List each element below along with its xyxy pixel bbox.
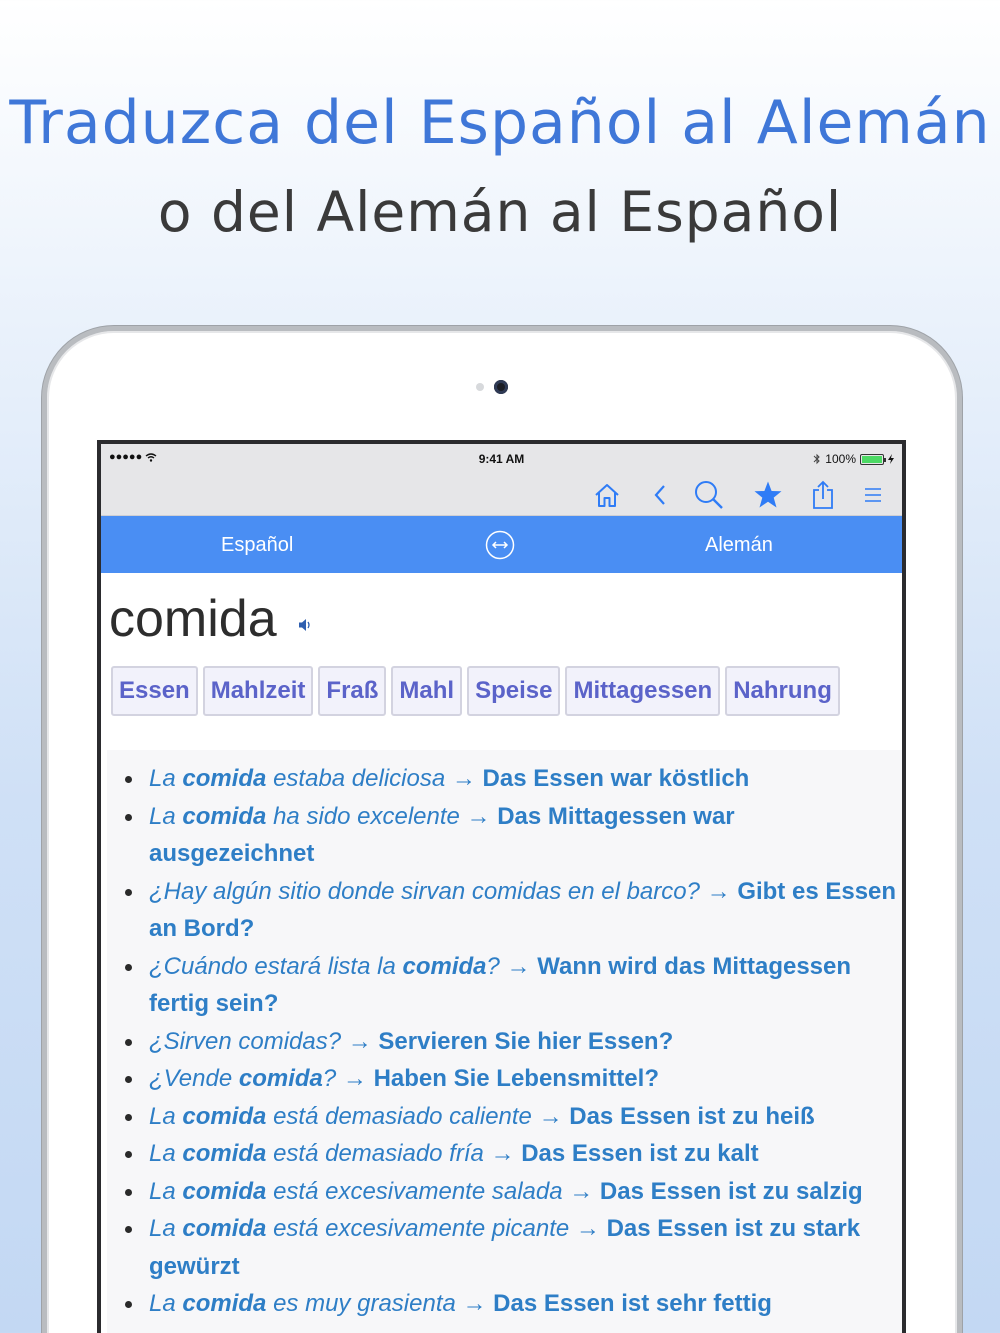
spanish-sentence: La comida está excesivamente picante	[149, 1215, 570, 1242]
bluetooth-icon	[813, 453, 821, 465]
swap-arrows-icon	[485, 530, 515, 560]
menu-icon	[863, 487, 883, 503]
example-item[interactable]	[107, 948, 903, 1023]
swap-languages-button[interactable]	[485, 530, 515, 560]
home-button[interactable]	[589, 478, 625, 512]
favorites-star-icon	[753, 480, 783, 510]
status-bar	[101, 444, 902, 474]
toolbar	[101, 474, 902, 516]
headword: comida	[109, 590, 277, 648]
back-icon	[653, 484, 667, 506]
german-translation: Das Essen ist zu stark gewürzt	[149, 1215, 861, 1280]
arrow: →	[336, 1065, 374, 1092]
spanish-sentence: La comida es muy grasienta	[149, 1290, 456, 1317]
language-bar	[101, 516, 902, 573]
example-item[interactable]	[107, 1060, 903, 1098]
promo-subheadline: o del Alemán al Español	[157, 180, 843, 244]
spanish-sentence: ¿Vende comida?	[149, 1065, 337, 1092]
translation-chip[interactable]: Mahl	[391, 666, 462, 716]
translation-chip[interactable]: Essen	[111, 666, 198, 716]
example-item[interactable]	[107, 760, 903, 798]
status-right	[813, 452, 894, 466]
example-item[interactable]	[107, 1023, 903, 1061]
front-camera	[494, 380, 508, 394]
german-translation: Das Essen ist zu kalt	[521, 1140, 759, 1167]
arrow: →	[459, 802, 498, 830]
translation-chip[interactable]: Fraß	[318, 666, 386, 716]
spanish-sentence: ¿Cuándo estará lista la comida?	[149, 952, 500, 980]
headword-row	[101, 573, 902, 669]
back-button[interactable]	[642, 478, 678, 512]
spanish-sentence: La comida estaba deliciosa	[149, 765, 446, 792]
favorites-button[interactable]	[750, 478, 786, 512]
front-sensor	[476, 383, 484, 391]
translation-chip[interactable]: Mahlzeit	[203, 666, 314, 716]
charging-icon	[888, 454, 894, 464]
promo-headline: Traduzca del Español al Alemán	[9, 88, 991, 158]
german-translation: Wann wird das Mittagessen fertig sein?	[149, 952, 852, 1017]
spanish-sentence: La comida está excesivamente salada	[149, 1177, 563, 1205]
arrow: →	[569, 1215, 607, 1242]
app-screen	[97, 440, 906, 1333]
share-icon	[811, 480, 835, 510]
translation-chip[interactable]: Mittagessen	[565, 666, 720, 716]
example-item[interactable]	[107, 873, 903, 948]
german-translation: Haben Sie Lebensmittel?	[373, 1065, 659, 1092]
german-translation: Das Essen ist zu heiß	[569, 1102, 815, 1130]
home-icon	[593, 482, 621, 508]
arrow: →	[455, 1290, 494, 1317]
battery-percent: 100%	[825, 452, 856, 466]
spanish-sentence: ¿Sirven comidas?	[149, 1027, 342, 1055]
german-translation: Gibt es Essen an Bord?	[149, 877, 897, 942]
target-language-button[interactable]: Alemán	[705, 534, 773, 556]
example-item[interactable]	[107, 1135, 903, 1173]
arrow: →	[499, 952, 538, 980]
example-item[interactable]	[107, 798, 903, 873]
spanish-sentence: La comida está demasiado caliente	[149, 1102, 532, 1130]
translation-chip[interactable]: Speise	[467, 666, 560, 716]
example-sentences	[107, 750, 903, 1333]
arrow: →	[562, 1177, 600, 1205]
speaker-icon	[297, 617, 313, 633]
translation-chips	[111, 666, 840, 716]
arrow: →	[699, 877, 738, 905]
arrow: →	[341, 1027, 379, 1055]
spanish-sentence: ¿Hay algún sitio donde sirvan comidas en el barco?	[149, 877, 700, 905]
example-list	[107, 750, 903, 1323]
arrow: →	[445, 765, 483, 792]
spanish-sentence: La comida ha sido excelente	[149, 802, 460, 830]
battery-icon	[860, 454, 884, 465]
german-translation: Servieren Sie hier Essen?	[378, 1027, 674, 1055]
search-icon	[694, 480, 724, 510]
share-button[interactable]	[805, 478, 841, 512]
menu-button[interactable]	[855, 478, 891, 512]
search-button[interactable]	[691, 478, 727, 512]
arrow: →	[531, 1102, 570, 1130]
pronunciation-button[interactable]	[297, 617, 313, 638]
example-item[interactable]	[107, 1285, 903, 1323]
arrow: →	[483, 1140, 522, 1167]
signal-dots: ●●●●●	[109, 451, 143, 463]
german-translation: Das Essen ist zu salzig	[599, 1177, 863, 1205]
german-translation: Das Essen ist sehr fettig	[493, 1290, 772, 1317]
example-item[interactable]	[107, 1173, 903, 1211]
translation-chip[interactable]: Nahrung	[725, 666, 840, 716]
status-time: 9:41 AM	[478, 452, 525, 466]
german-translation: Das Essen war köstlich	[482, 765, 750, 792]
example-item[interactable]	[107, 1098, 903, 1136]
spanish-sentence: La comida está demasiado fría	[149, 1140, 484, 1167]
example-item[interactable]	[107, 1210, 903, 1285]
german-translation: Das Mittagessen war ausgezeichnet	[149, 802, 735, 867]
source-language-button[interactable]: Español	[221, 534, 294, 556]
